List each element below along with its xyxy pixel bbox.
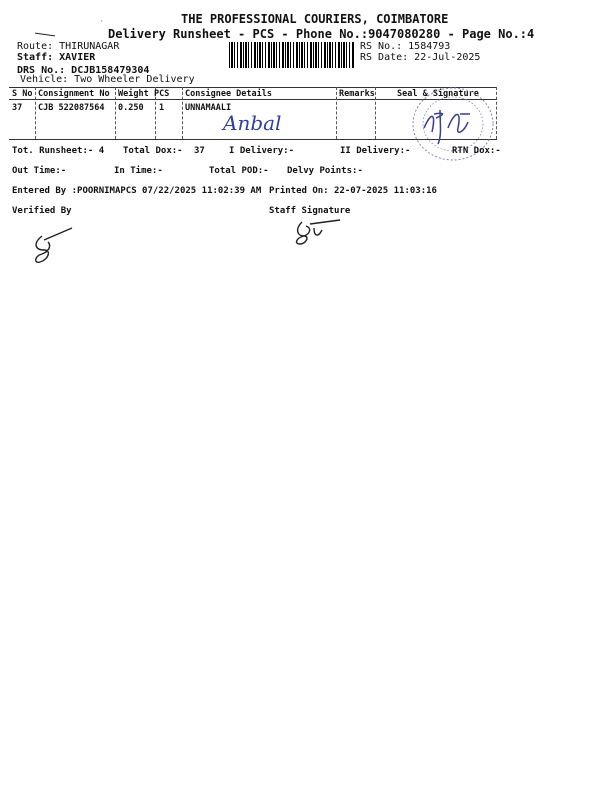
barcode-icon xyxy=(229,42,355,68)
staff-signature-label: Staff Signature xyxy=(269,206,351,216)
row-sno: 37 xyxy=(12,103,23,113)
printed-on: Printed On: 22-07-2025 11:03:16 xyxy=(269,186,437,196)
col-header-sno: S No xyxy=(12,89,33,99)
drs-number: DRS No.: DCJB158479304 xyxy=(17,65,150,76)
row-pcs: 1 xyxy=(159,103,165,113)
verifier-signature-icon xyxy=(28,224,78,266)
col-header-pcs: PCS xyxy=(154,89,170,99)
col-header-seal: Seal & Signature xyxy=(397,89,479,99)
rs-number: RS No.: 1584793 xyxy=(360,41,451,52)
page-subtitle: Delivery Runsheet - PCS - Phone No.:9047080280 - Page No.:4 xyxy=(108,27,535,41)
stray-mark: · xyxy=(100,18,104,25)
in-time: In Time:- xyxy=(114,166,163,176)
col-header-weight: Weight xyxy=(118,89,149,99)
entered-by: Entered By :POORNIMAPCS 07/22/2025 11:02:39 AM xyxy=(12,186,262,196)
total-dox-value: 37 xyxy=(194,146,205,156)
col-header-consignment: Consignment No xyxy=(38,89,110,99)
handwritten-name: Anbal xyxy=(223,111,282,135)
out-time: Out Time:- xyxy=(12,166,67,176)
staff-signature-icon xyxy=(292,216,344,248)
row-consignment: CJB 522087564 xyxy=(38,103,105,113)
row-consignee: UNNAMAALI xyxy=(185,103,232,113)
route-label: Route: THIRUNAGAR xyxy=(17,41,120,52)
stray-pen-mark xyxy=(35,33,55,37)
tot-runsheet: Tot. Runsheet:- 4 xyxy=(12,146,105,156)
ii-delivery: II Delivery:- xyxy=(340,146,411,156)
i-delivery: I Delivery:- xyxy=(229,146,295,156)
rs-date: RS Date: 22-Jul-2025 xyxy=(360,52,481,63)
delvy-points: Delvy Points:- xyxy=(287,166,363,176)
vehicle-label: Vehicle: Two Wheeler Delivery xyxy=(20,74,195,85)
staff-label: Staff: XAVIER xyxy=(17,52,96,63)
total-pod: Total POD:- xyxy=(209,166,269,176)
total-dox-label: Total Dox:- xyxy=(123,146,183,156)
col-header-consignee: Consignee Details xyxy=(185,89,272,99)
page-title: THE PROFESSIONAL COURIERS, COIMBATORE xyxy=(181,12,449,26)
row-weight: 0.250 xyxy=(118,103,144,113)
rtn-dox: RTN Dox:- xyxy=(452,146,501,156)
col-header-remarks: Remarks xyxy=(339,89,375,99)
verified-by-label: Verified By xyxy=(12,206,72,216)
